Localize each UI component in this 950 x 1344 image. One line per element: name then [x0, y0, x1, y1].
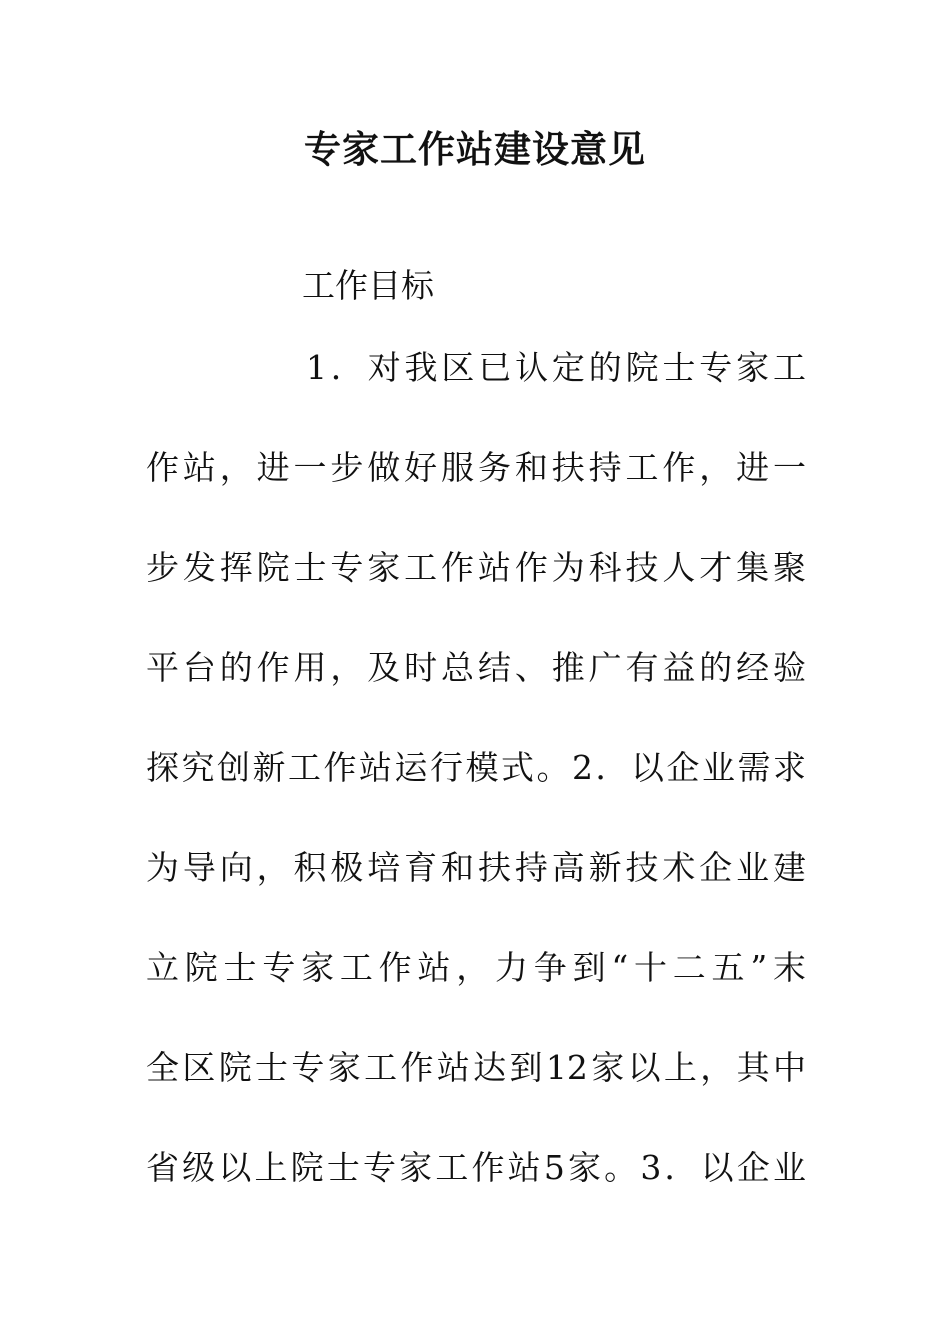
paragraph-line: 探究创新工作站运行模式。2．以企业需求 [146, 748, 806, 787]
paragraph-line: 1．对我区已认定的院士专家工 [306, 348, 806, 387]
paragraph-line: 立院士专家工作站，力争到“十二五”末 [146, 948, 806, 987]
paragraph-line: 平台的作用，及时总结、推广有益的经验 [146, 648, 806, 687]
paragraph-line: 步发挥院士专家工作站作为科技人才集聚 [146, 548, 806, 587]
paragraph-line: 全区院士专家工作站达到12家以上，其中 [146, 1048, 806, 1087]
section-heading: 工作目标 [302, 266, 434, 305]
paragraph-line: 为导向，积极培育和扶持高新技术企业建 [146, 848, 806, 887]
document-title: 专家工作站建设意见 [304, 128, 646, 171]
paragraph-line: 省级以上院士专家工作站5家。3．以企业 [146, 1148, 806, 1187]
paragraph-line: 作站，进一步做好服务和扶持工作，进一 [146, 448, 806, 487]
